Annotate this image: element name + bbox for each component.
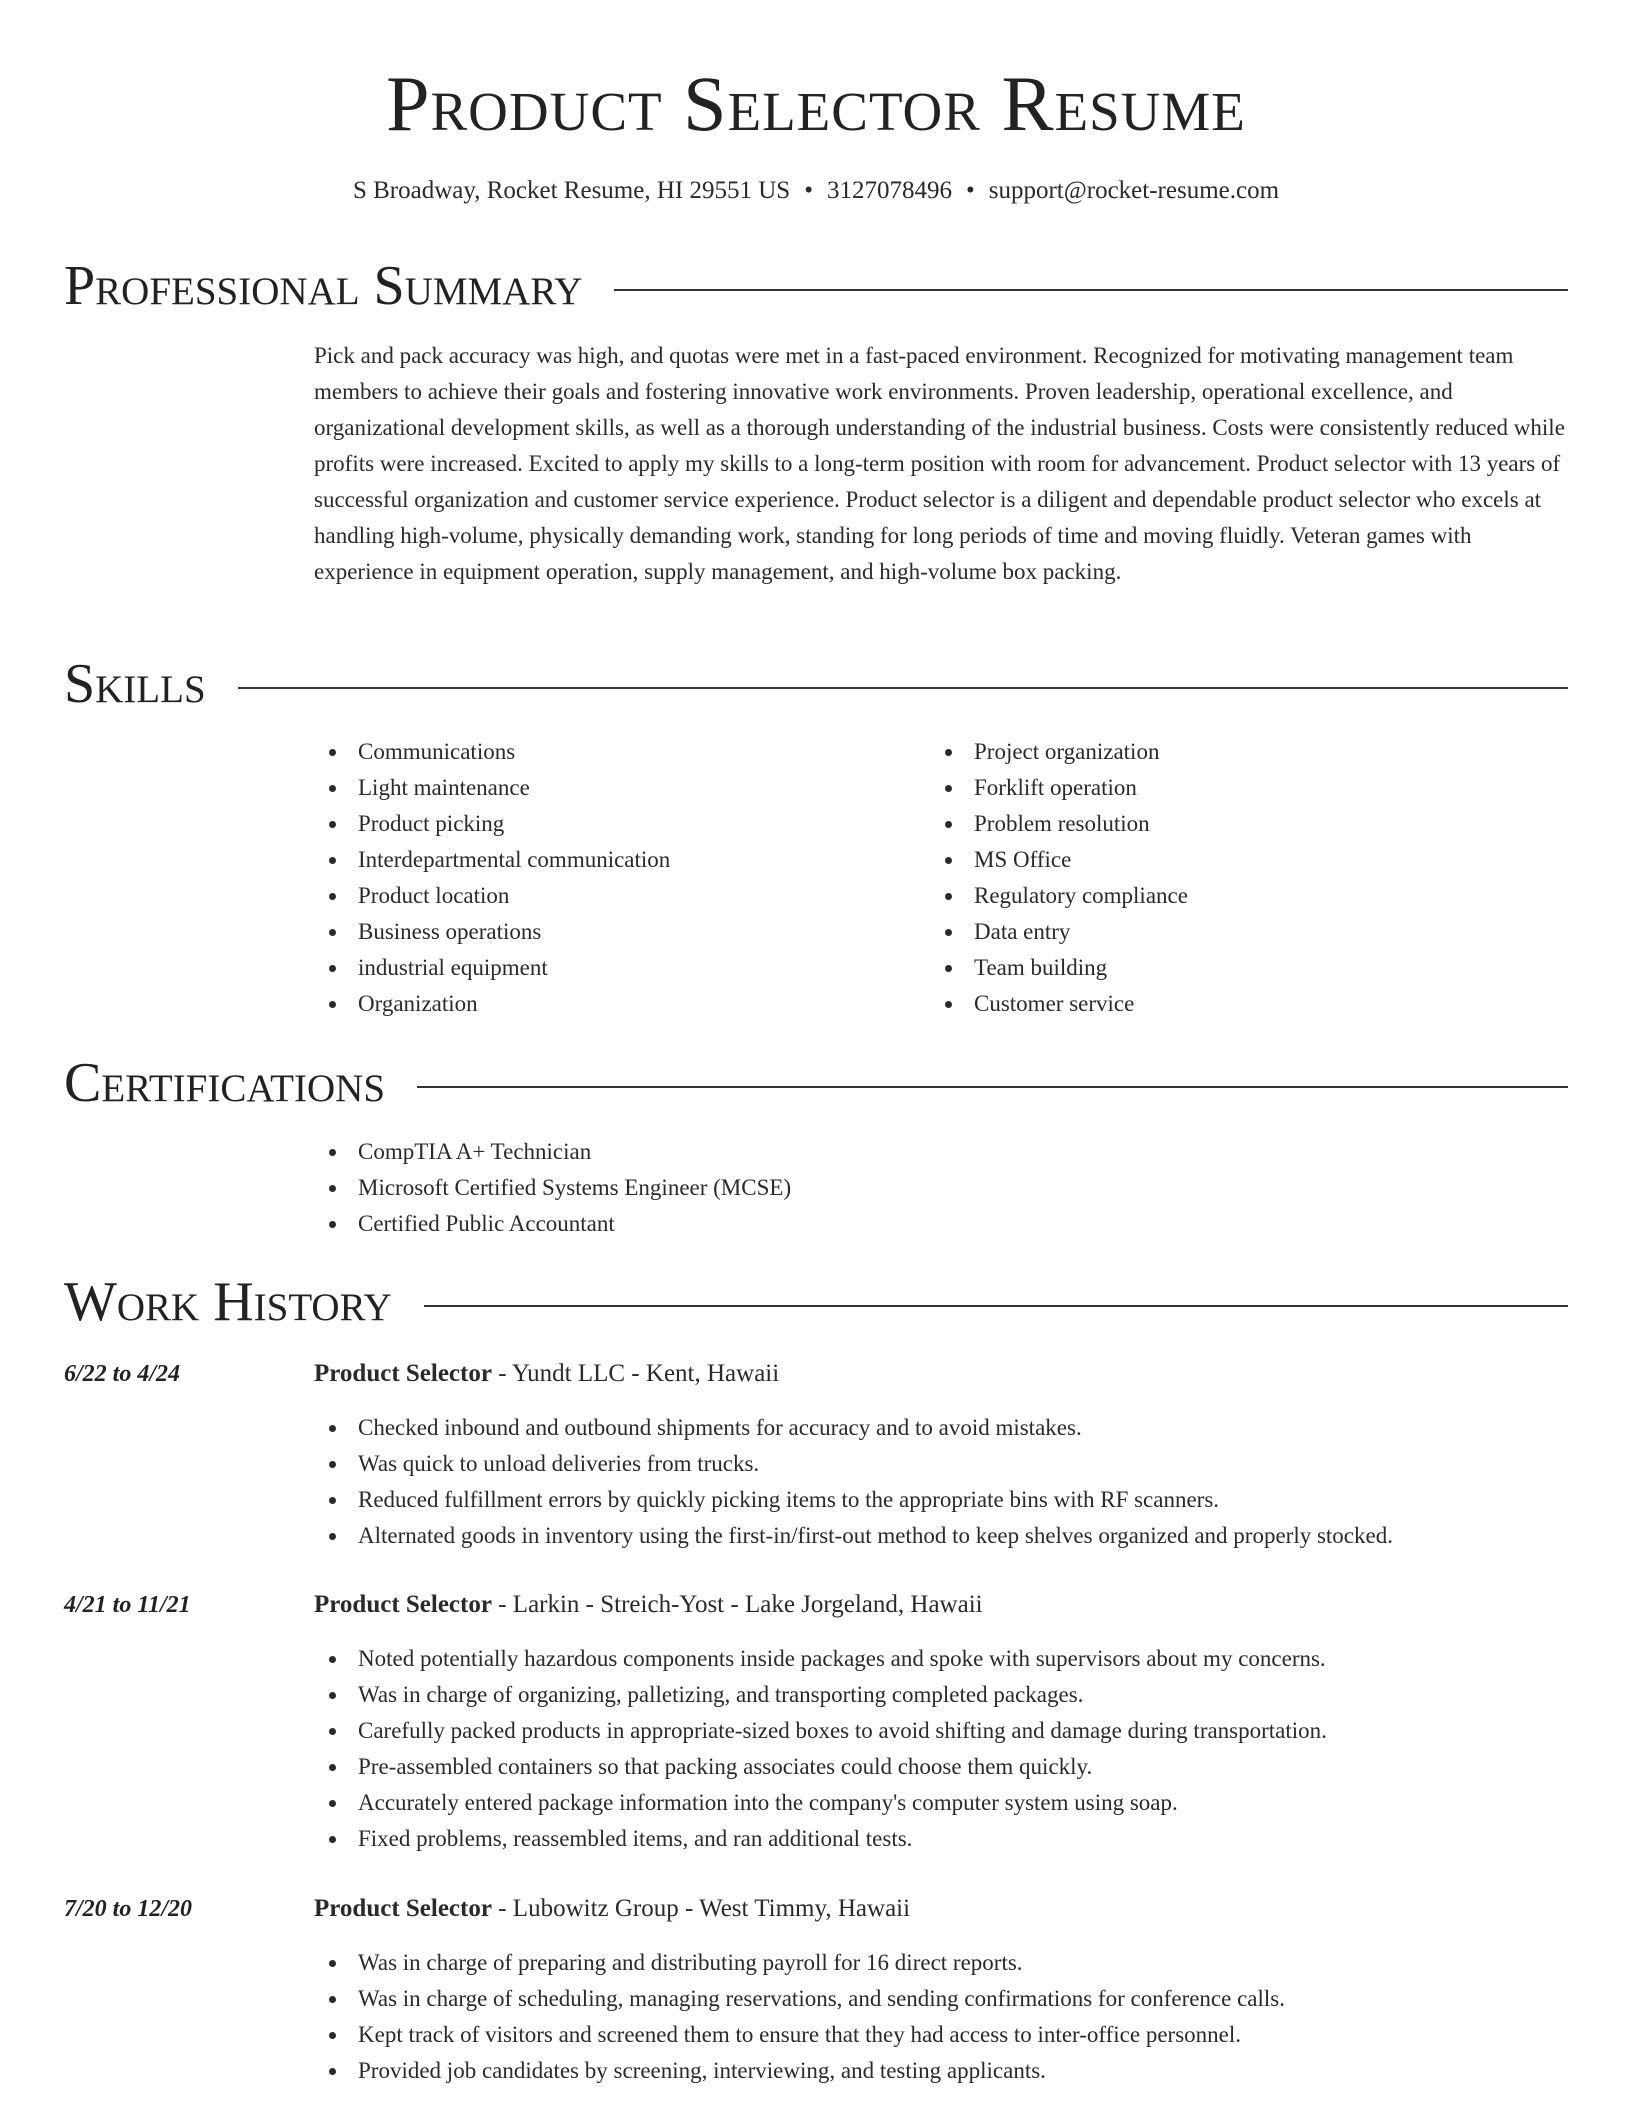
skill-item: Product location <box>314 878 670 914</box>
summary-text: Pick and pack accuracy was high, and quotas were met in a fast-paced environment. Recognized for motivating management team members to achieve their goals and fostering innovative work environments. Proven leadership, operational excellence, and organizational development skills, as well as a thorough understanding of the industrial business. Costs were consistently reduced while profits were increased. Excited to apply my skills to a long-term position with room for advancement. Product selector with 13 years of successful organization and customer service experience. Product selector is a diligent and dependable product selector who excels at handling high-volume, physically demanding work, standing for long periods of time and moving fluidly. Veteran games with experience in equipment operation, supply management, and high-volume box packing. <box>314 343 1565 584</box>
job-duty-item: Kept track of visitors and screened them to ensure that they had access to inter-office personnel. <box>314 2017 1568 2053</box>
job-duty-item: Was in charge of organizing, palletizing, and transporting completed packages. <box>314 1677 1568 1713</box>
job-duty-item: Noted potentially hazardous components inside packages and spoke with supervisors about my concerns. <box>314 1641 1568 1677</box>
job-duties-list <box>314 1641 1568 1857</box>
skill-item: Light maintenance <box>314 770 670 806</box>
job-duty-item: Carefully packed products in appropriate-sized boxes to avoid shifting and damage during transportation. <box>314 1713 1568 1749</box>
work-history-section-header <box>64 1270 1568 1334</box>
work-history-heading: Work History <box>64 1271 392 1333</box>
job-title-line <box>314 1358 779 1390</box>
job-duty-item: Was quick to unload deliveries from trucks. <box>314 1446 1568 1482</box>
section-divider <box>614 289 1568 291</box>
certification-item: CompTIA A+ Technician <box>314 1134 1568 1170</box>
contact-phone: 3127078496 <box>826 177 952 204</box>
job-duties <box>314 1641 1568 1857</box>
job-duties-list <box>314 1945 1568 2089</box>
skill-item: Problem resolution <box>930 806 1188 842</box>
job-duty-item: Pre-assembled containers so that packing associates could choose them quickly. <box>314 1749 1568 1785</box>
job-title-line <box>314 1589 983 1621</box>
job-duties <box>314 1945 1568 2089</box>
skill-item: Product picking <box>314 806 670 842</box>
skills-heading: Skills <box>64 653 206 715</box>
skill-item: Interdepartmental communication <box>314 842 670 878</box>
skill-item: Business operations <box>314 914 670 950</box>
resume-title: Product Selector Resume <box>386 60 1246 147</box>
contact-email: support@rocket-resume.com <box>988 177 1280 204</box>
job-duty-item: Checked inbound and outbound shipments for accuracy and to avoid mistakes. <box>314 1410 1568 1446</box>
skill-item: Data entry <box>930 914 1188 950</box>
skill-item: industrial equipment <box>314 950 670 986</box>
certification-item: Certified Public Accountant <box>314 1206 1568 1242</box>
summary-section-header <box>64 254 1568 318</box>
certifications-list <box>314 1134 1568 1242</box>
job-duty-item: Was in charge of preparing and distributing payroll for 16 direct reports. <box>314 1945 1568 1981</box>
skill-item: Team building <box>930 950 1188 986</box>
job-dates: 4/21 to 11/21 <box>64 1592 191 1618</box>
job-role: Product Selector <box>314 1360 492 1387</box>
skill-item: Regulatory compliance <box>930 878 1188 914</box>
skill-item: Organization <box>314 986 670 1022</box>
skill-item: Communications <box>314 734 670 770</box>
certification-item: Microsoft Certified Systems Engineer (MCSE) <box>314 1170 1568 1206</box>
skills-right-column <box>930 734 1188 1022</box>
contact-separator: • <box>965 177 975 204</box>
skill-item: Project organization <box>930 734 1188 770</box>
section-divider <box>238 687 1568 689</box>
skills-section-header <box>64 652 1568 716</box>
job-role: Product Selector <box>314 1895 492 1922</box>
job-company: - Yundt LLC - Kent, Hawaii <box>491 1360 780 1387</box>
skill-item: MS Office <box>930 842 1188 878</box>
job-dates: 6/22 to 4/24 <box>64 1361 181 1387</box>
contact-line <box>0 176 1632 206</box>
skills-left-column <box>314 734 670 1022</box>
job-duty-item: Accurately entered package information into the company's computer system using soap. <box>314 1785 1568 1821</box>
job-duty-item: Was in charge of scheduling, managing reservations, and sending confirmations for conference calls. <box>314 1981 1568 2017</box>
skill-item: Customer service <box>930 986 1188 1022</box>
job-duty-item: Fixed problems, reassembled items, and ran additional tests. <box>314 1821 1568 1857</box>
job-company: - Lubowitz Group - West Timmy, Hawaii <box>491 1895 911 1922</box>
job-company: - Larkin - Streich-Yost - Lake Jorgeland, Hawaii <box>491 1591 983 1618</box>
certifications-heading: Certifications <box>64 1052 386 1114</box>
job-duty-item: Provided job candidates by screening, interviewing, and testing applicants. <box>314 2053 1568 2089</box>
skill-item: Forklift operation <box>930 770 1188 806</box>
job-title-line <box>314 1893 910 1925</box>
section-divider <box>417 1086 1568 1088</box>
job-duties <box>314 1410 1568 1554</box>
contact-separator: • <box>804 177 813 204</box>
job-duty-item: Reduced fulfillment errors by quickly picking items to the appropriate bins with RF scanners. <box>314 1482 1568 1518</box>
job-role: Product Selector <box>314 1591 492 1618</box>
job-duty-item: Alternated goods in inventory using the first-in/first-out method to keep shelves organized and properly stocked. <box>314 1518 1568 1554</box>
section-divider <box>424 1305 1568 1307</box>
summary-heading: Professional Summary <box>64 255 583 317</box>
certifications-block <box>314 1134 1568 1242</box>
contact-address: S Broadway, Rocket Resume, HI 29551 US <box>352 177 791 204</box>
certifications-section-header <box>64 1051 1568 1115</box>
skills-list-right <box>930 734 1188 1022</box>
job-duties-list <box>314 1410 1568 1554</box>
skills-list-left <box>314 734 670 1022</box>
job-dates: 7/20 to 12/20 <box>64 1896 193 1922</box>
